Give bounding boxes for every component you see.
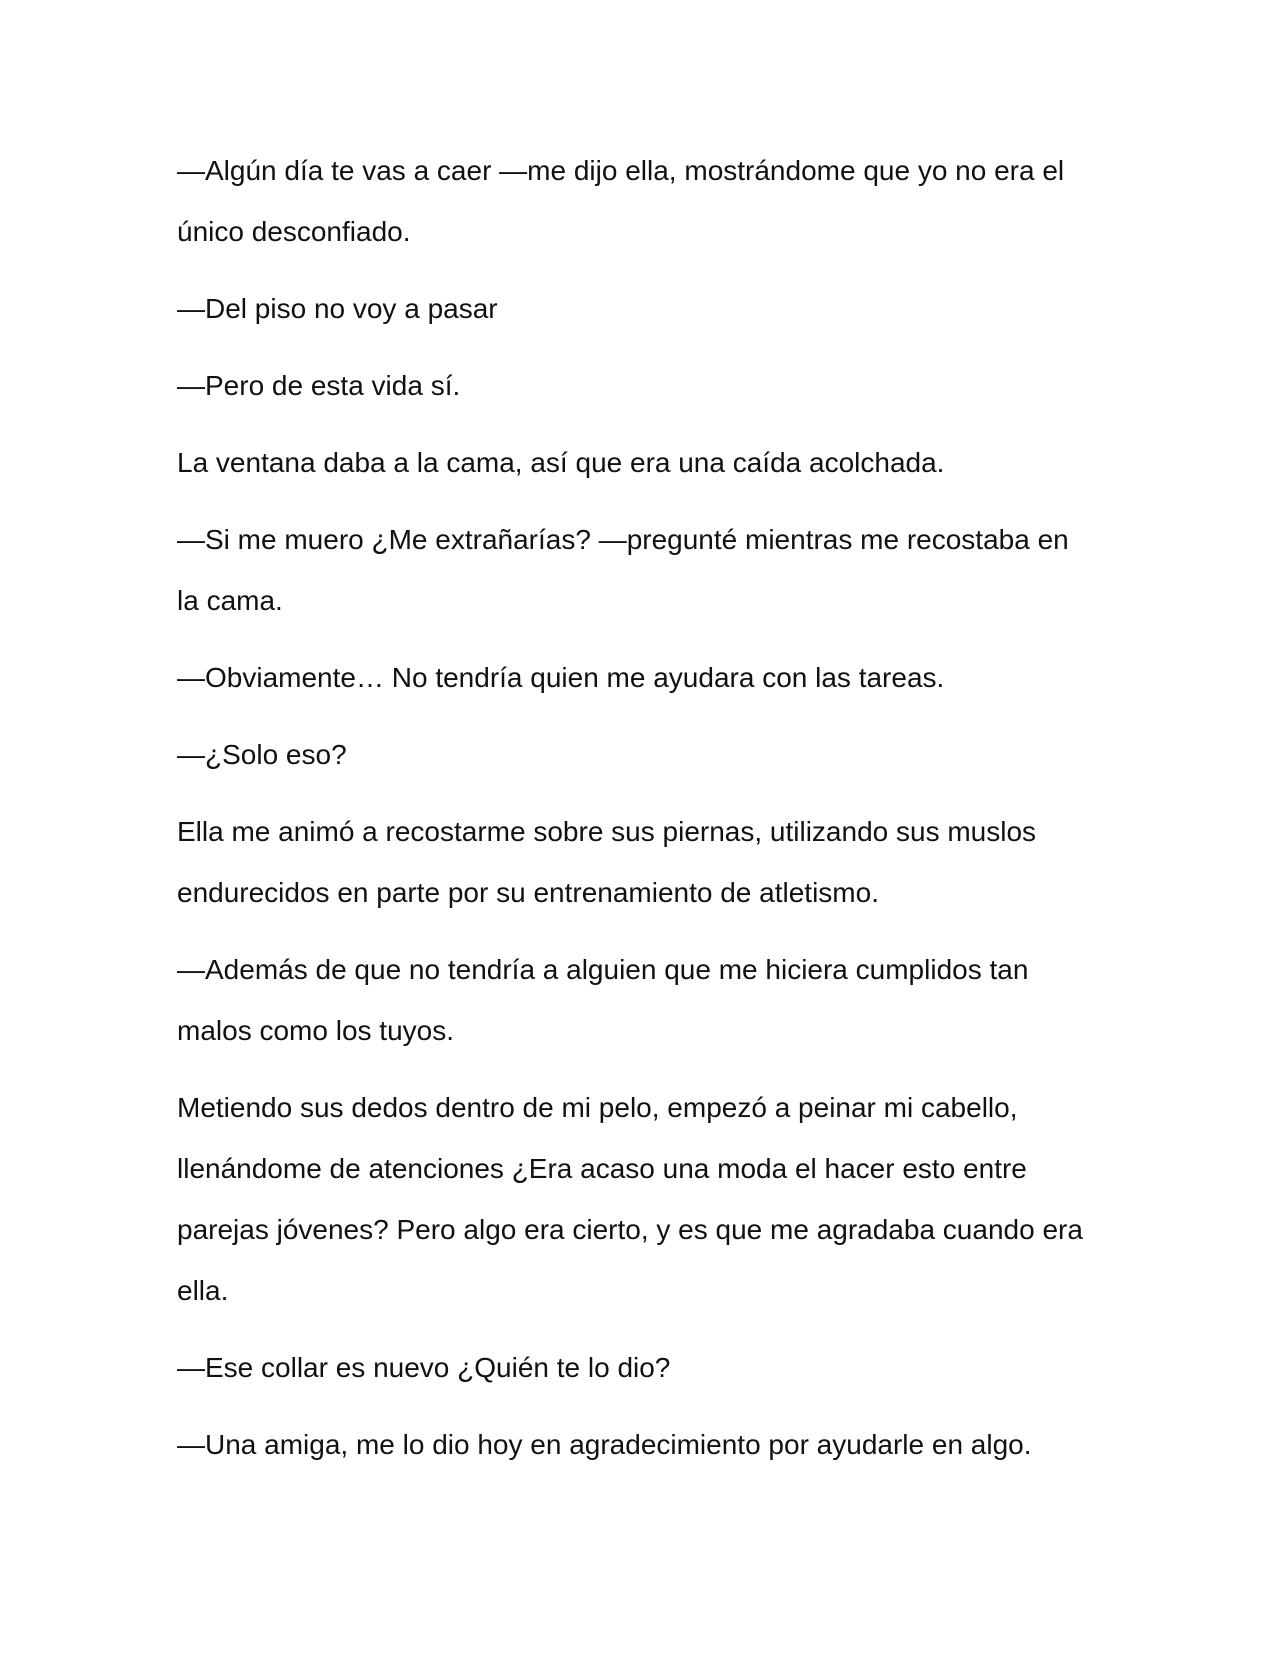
- paragraph: —Algún día te vas a caer —me dijo ella, mostrándome que yo no era el único desconfiado.: [177, 155, 1065, 247]
- paragraph: —Una amiga, me lo dio hoy en agradecimiento por ayudarle en algo.: [177, 1429, 1032, 1460]
- paragraph: —Obviamente… No tendría quien me ayudara con las tareas.: [177, 662, 945, 693]
- paragraph: La ventana daba a la cama, así que era una caída acolchada.: [177, 447, 945, 478]
- paragraph: —¿Solo eso?: [177, 739, 347, 770]
- paragraph: Ella me animó a recostarme sobre sus piernas, utilizando sus muslos endurecidos en parte por su entrenamiento de atletismo.: [177, 816, 1037, 908]
- paragraph: —Si me muero ¿Me extrañarías? —pregunté mientras me recostaba en la cama.: [177, 524, 1069, 616]
- paragraph: —Del piso no voy a pasar: [177, 293, 498, 324]
- paragraph: —Además de que no tendría a alguien que me hiciera cumplidos tan malos como los tuyos.: [177, 954, 1029, 1046]
- paragraph: Metiendo sus dedos dentro de mi pelo, empezó a peinar mi cabello, llenándome de atenciones ¿Era acaso una moda el hacer esto entre parejas jóvenes? Pero algo era cierto, y es que me agradaba cuando era ella.: [177, 1092, 1083, 1306]
- paragraph: —Ese collar es nuevo ¿Quién te lo dio?: [177, 1352, 671, 1383]
- document-body: [177, 140, 1097, 1491]
- paragraph: —Pero de esta vida sí.: [177, 370, 461, 401]
